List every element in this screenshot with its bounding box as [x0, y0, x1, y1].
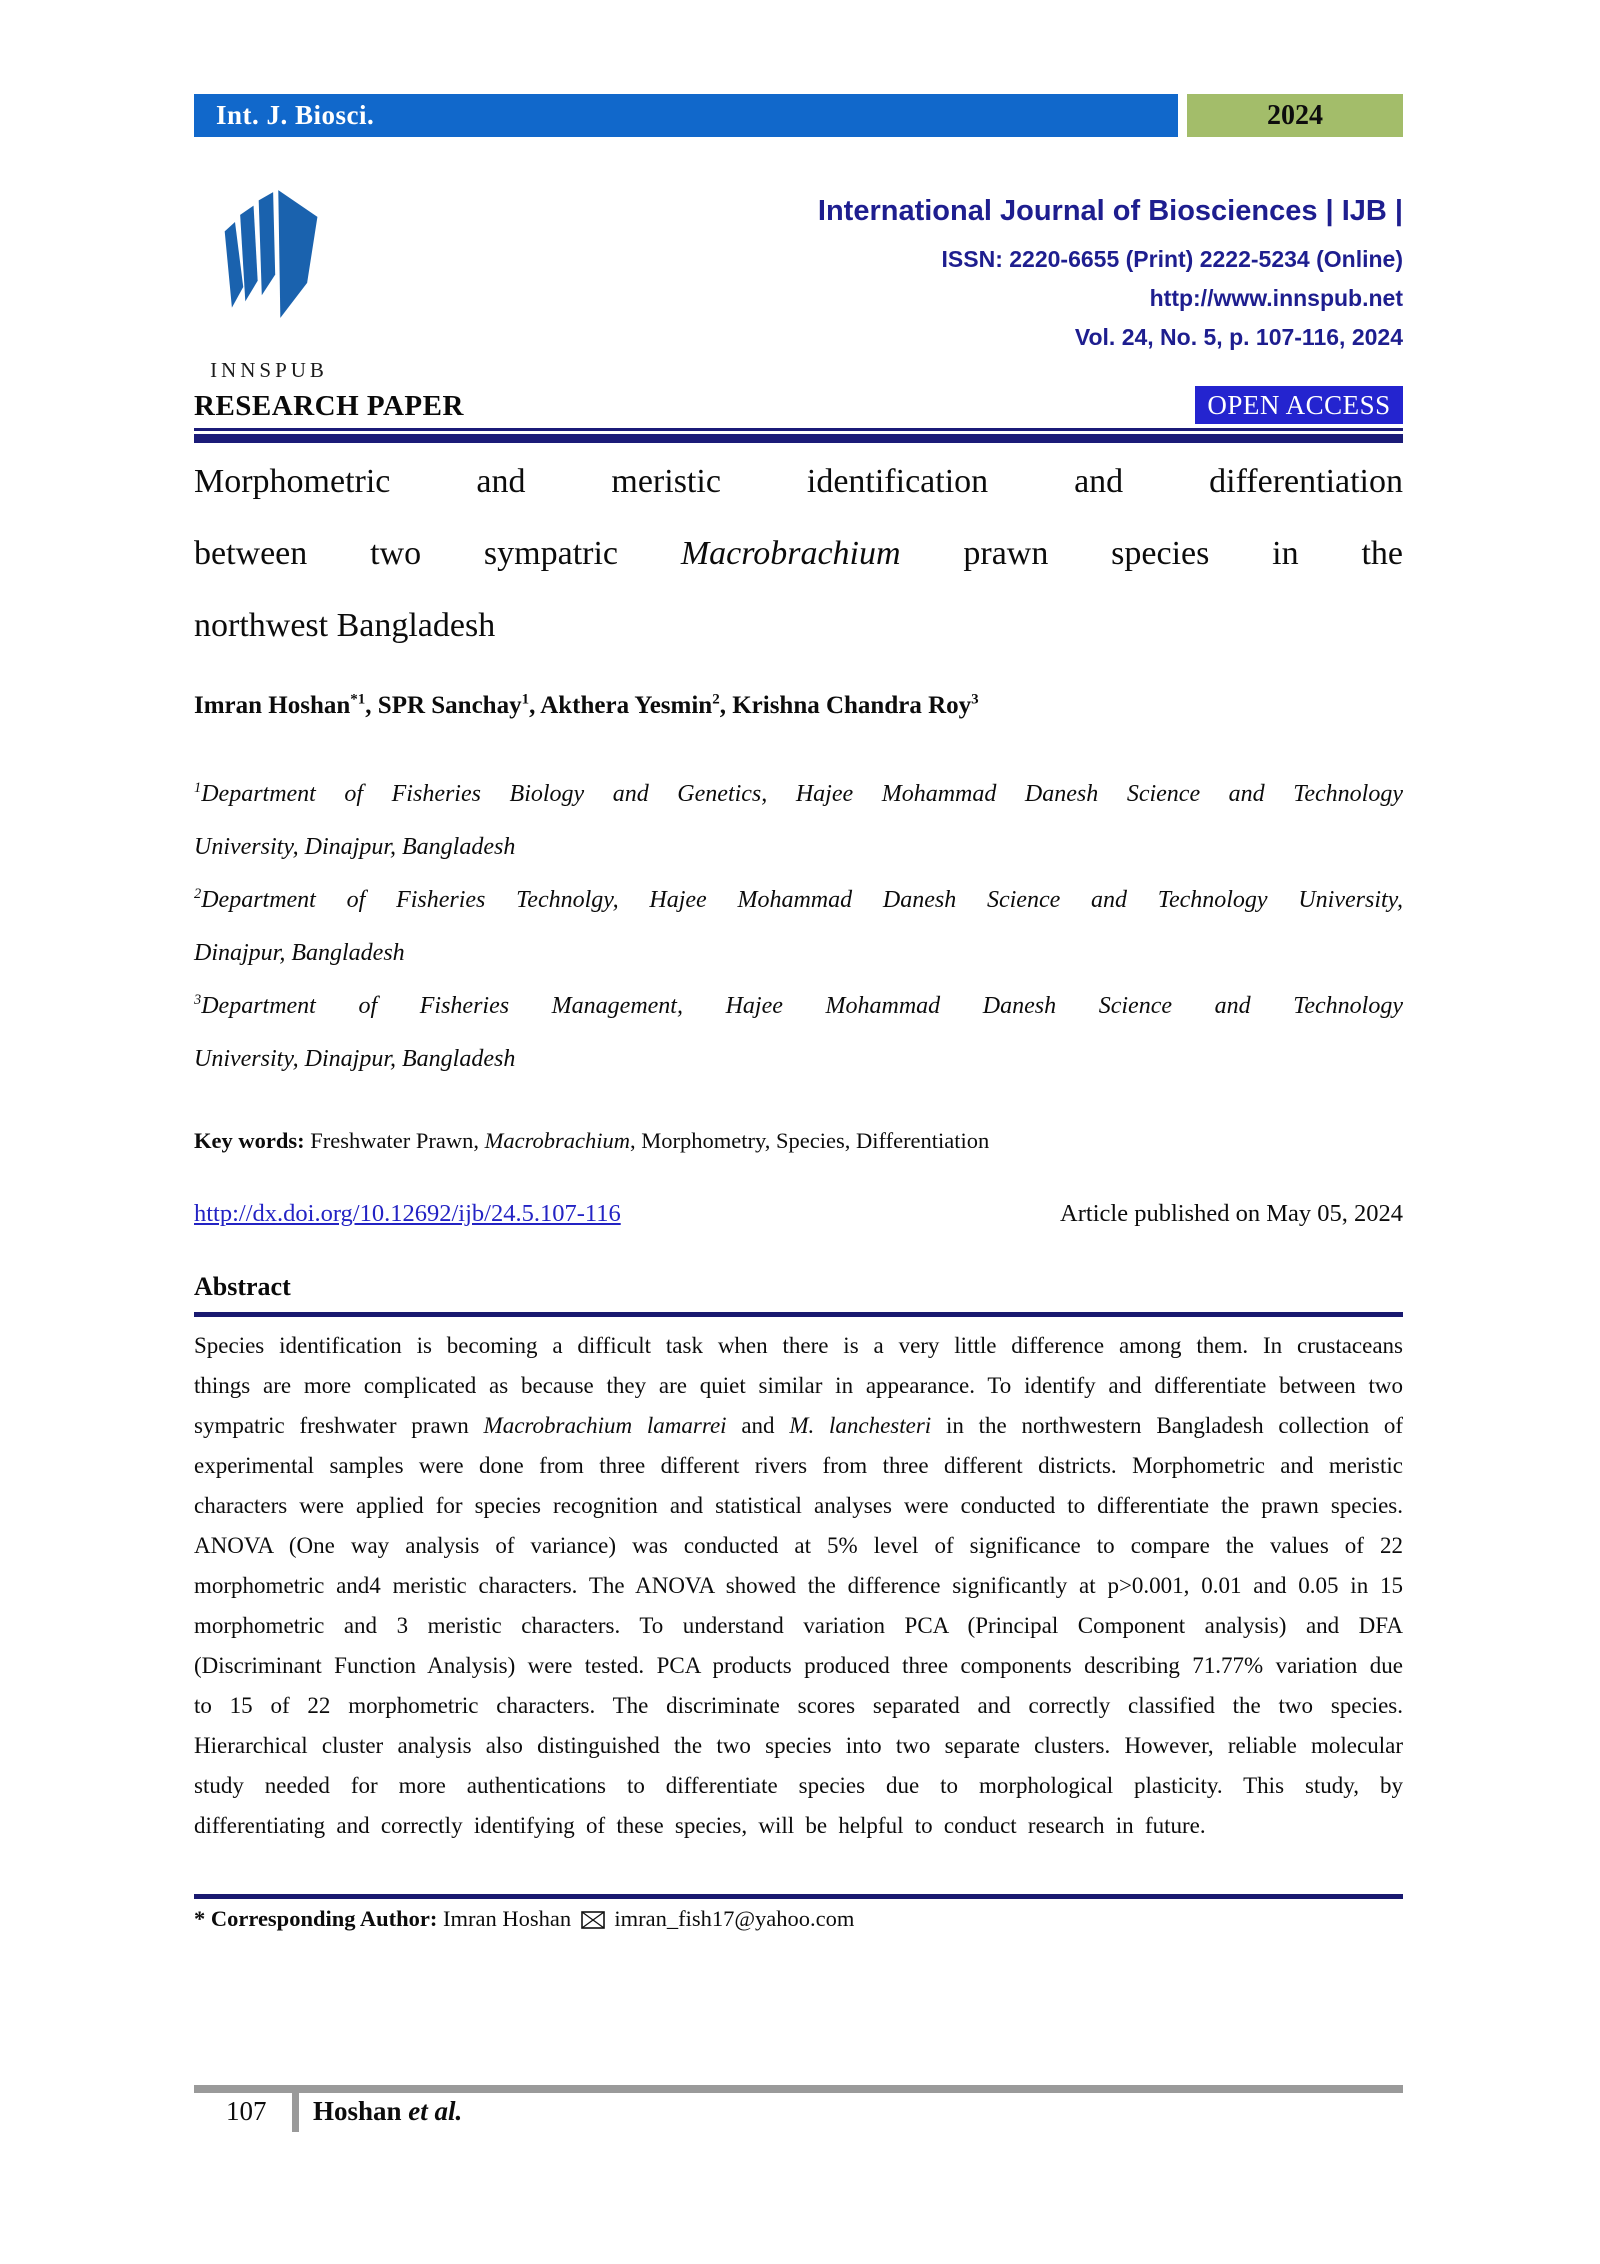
- corresponding-label: * Corresponding Author:: [194, 1906, 438, 1931]
- open-access-badge: OPEN ACCESS: [1195, 386, 1403, 424]
- running-author-etal: et al.: [408, 2096, 463, 2126]
- innspub-book-icon: [202, 186, 336, 356]
- journal-title: International Journal of Biosciences | IJB |: [817, 195, 1403, 227]
- publisher-name: INNSPUB: [210, 358, 328, 382]
- affiliation-line: $^3$Department of Fisheries Management, Hajee Mohammad Danesh Science and Technology: [194, 992, 1403, 1019]
- doi-row: [194, 1200, 1403, 1228]
- article-title-line: northwest Bangladesh: [194, 607, 496, 644]
- corresponding-email: imran_fish17@yahoo.com: [614, 1906, 855, 1931]
- affiliations: [194, 768, 1403, 1086]
- divider-rule-thin: [194, 428, 1403, 431]
- footer-divider: [292, 2085, 299, 2132]
- keywords-line: [194, 1128, 1403, 1154]
- authors-line: Imran Hoshan$^{*1}$, SPR Sanchay$^1$, Akthera Yesmin$^2$, Krishna Chandra Roy$^3$: [194, 691, 979, 719]
- page-number: 107: [226, 2096, 267, 2126]
- running-authors: [313, 2096, 462, 2127]
- affiliation-line: $^2$Department of Fisheries Technolgy, Hajee Mohammad Danesh Science and Technology University,: [194, 886, 1403, 913]
- journal-header-bar: Int. J. Biosci.: [194, 94, 1178, 137]
- publisher-logo: [194, 186, 344, 383]
- affiliation-line: University, Dinajpur, Bangladesh: [194, 834, 516, 860]
- divider-rule-thick: [194, 434, 1403, 443]
- affiliation-line: University, Dinajpur, Bangladesh: [194, 1046, 516, 1072]
- journal-website[interactable]: http://www.innspub.net: [1149, 285, 1403, 311]
- abstract-top-rule: [194, 1312, 1403, 1317]
- abstract-bottom-rule: [194, 1894, 1403, 1899]
- paper-type-label: RESEARCH PAPER: [194, 390, 464, 422]
- keywords-label: Key words:: [194, 1128, 305, 1153]
- doi-link[interactable]: http://dx.doi.org/10.12692/ijb/24.5.107-116: [194, 1200, 621, 1227]
- masthead: [818, 194, 1403, 357]
- affiliation-line: $^1$Department of Fisheries Biology and Genetics, Hajee Mohammad Danesh Science and Technology: [194, 780, 1403, 807]
- corresponding-author-line: [194, 1906, 1403, 1932]
- keywords-list: Freshwater Prawn, Macrobrachium, Morphometry, Species, Differentiation: [304, 1128, 990, 1153]
- running-author-name: Hoshan: [313, 2096, 402, 2126]
- article-title: [194, 446, 1403, 662]
- published-date: Article published on May 05, 2024: [1060, 1200, 1403, 1227]
- email-icon: [581, 1911, 605, 1929]
- year-badge: 2024: [1187, 94, 1403, 137]
- journal-volume: Vol. 24, No. 5, p. 107-116, 2024: [1074, 324, 1403, 350]
- abstract-heading: Abstract: [194, 1272, 291, 1301]
- corresponding-name: Imran Hoshan: [443, 1906, 572, 1931]
- affiliation-line: Dinajpur, Bangladesh: [194, 940, 405, 966]
- footer-rule: [194, 2085, 1403, 2093]
- article-title-line: between two sympatric Macrobrachium prawn species in the: [194, 535, 1403, 572]
- article-title-line: Morphometric and meristic identification and differentiation: [194, 463, 1403, 500]
- abstract-text: Species identification is becoming a difficult task when there is a very little difference among them. In crustaceans things are more complicated as because they are quiet similar in appearance. To identify and differentiate between two sympatric freshwater prawn Macrobrachium lamarrei and M. lanchesteri in the northwestern Bangladesh collection of experimental samples were done from three different rivers from three different districts. Morphometric and meristic characters were applied for species recognition and statistical analyses were conducted to differentiate the prawn species. ANOVA (One way analysis of variance) was conducted at 5% level of significance to compare the values of 22 morphometric and4 meristic characters. The ANOVA showed the difference significantly at p>0.001, 0.01 and 0.05 in 15 morphometric and 3 meristic characters. To understand variation PCA (Principal Component analysis) and DFA (Discriminant Function Analysis) were tested. PCA products produced three components describing 71.77% variation due to 15 of 22 morphometric characters. The discriminate scores separated and correctly classified the two species. Hierarchical cluster analysis also distinguished the two species into two separate clusters. However, reliable molecular study needed for more authentications to differentiate species due to morphological plasticity. This study, by differentiating and correctly identifying of these species, will be helpful to conduct research in future.: [194, 1333, 1403, 1838]
- journal-issn: ISSN: 2220-6655 (Print) 2222-5234 (Online): [941, 246, 1403, 272]
